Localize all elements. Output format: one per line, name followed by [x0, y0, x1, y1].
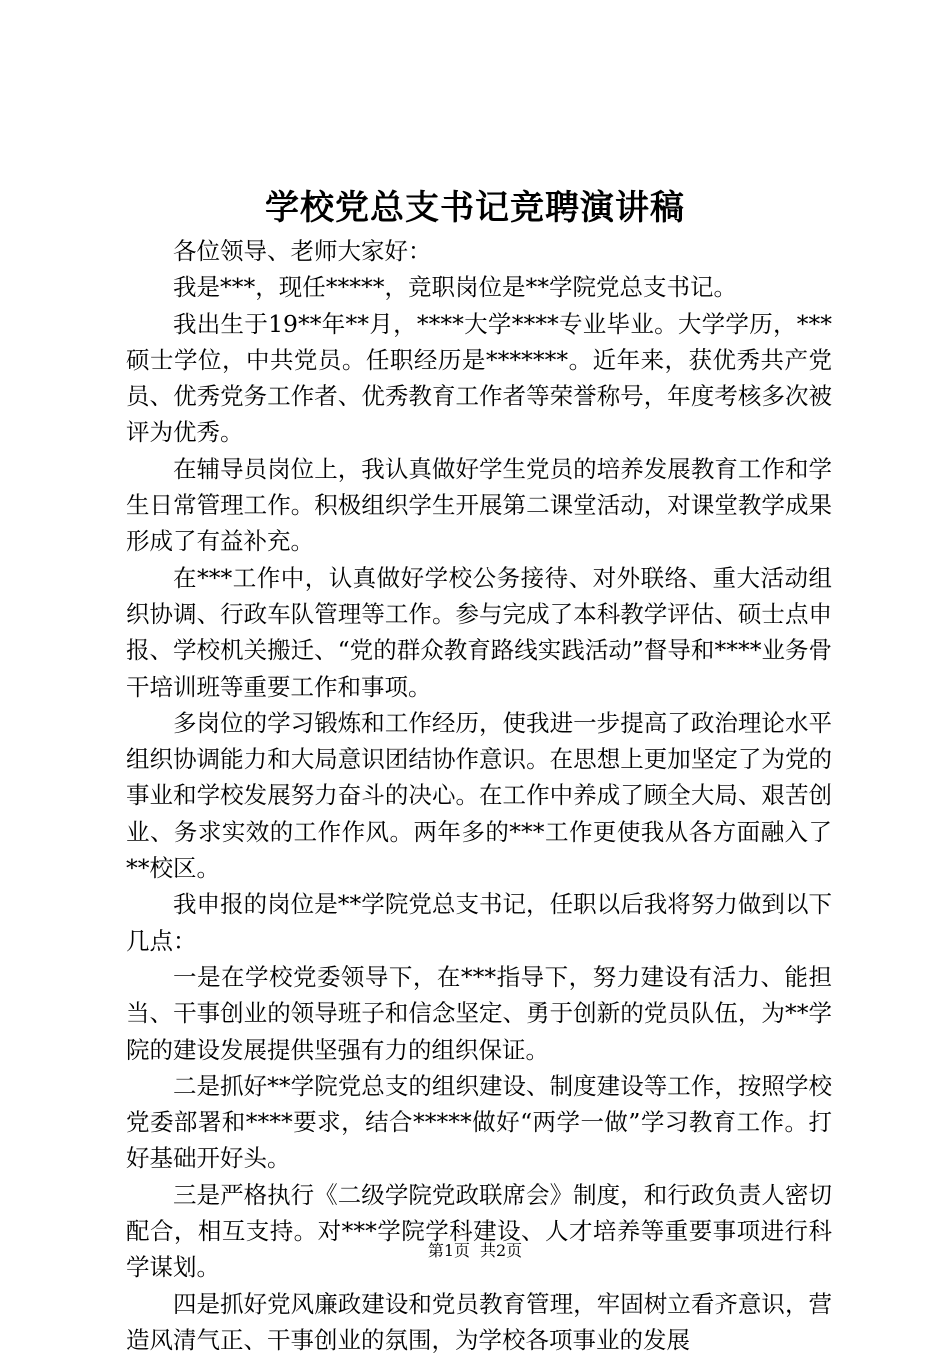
document-body	[126, 233, 832, 1358]
page-number: 第1页	[427, 1241, 470, 1260]
page-footer	[0, 1240, 950, 1262]
paragraph-counselor: 在辅导员岗位上，我认真做好学生党员的培养发展教育工作和学生日常管理工作。积极组织学生开展第二课堂活动，对课堂教学成果形成了有益补充。	[126, 454, 832, 556]
paragraph-office-work: 在***工作中，认真做好学校公务接待、对外联络、重大活动组织协调、行政车队管理等工作。参与完成了本科教学评估、硕士点申报、学校机关搬迁、“党的群众教育路线实践活动”督导和****业务骨干培训班等重要工作和事项。	[126, 563, 832, 701]
paragraph-background: 我出生于19**年**月，****大学****专业毕业。大学学历，***硕士学位，中共党员。任职经历是*******。近年来，获优秀共产党员、优秀党务工作者、优秀教育工作者等荣誉称号，年度考核多次被评为优秀。	[126, 309, 832, 447]
document-title: 学校党总支书记竞聘演讲稿	[265, 188, 685, 228]
paragraph-greeting: 各位领导、老师大家好：	[173, 237, 432, 265]
paragraph-plan-intro: 我申报的岗位是**学院党总支书记，任职以后我将努力做到以下几点：	[126, 890, 832, 955]
paragraph-point-one: 一是在学校党委领导下，在***指导下，努力建设有活力、能担当、干事创业的领导班子和信念坚定、勇于创新的党员队伍，为**学院的建设发展提供坚强有力的组织保证。	[126, 962, 832, 1064]
paragraph-point-three: 三是严格执行《二级学院党政联席会》制度，和行政负责人密切配合，相互支持。对***学院学科建设、人才培养等重要事项进行科学谋划。	[126, 1180, 832, 1282]
paragraph-experience: 多岗位的学习锻炼和工作经历，使我进一步提高了政治理论水平组织协调能力和大局意识团结协作意识。在思想上更加坚定了为党的事业和学校发展努力奋斗的决心。在工作中养成了顾全大局、艰苦创业、务求实效的工作作风。两年多的***工作更使我从各方面融入了**校区。	[126, 708, 832, 883]
paragraph-point-two: 二是抓好**学院党总支的组织建设、制度建设等工作，按照学校党委部署和****要求，结合*****做好“两学一做”学习教育工作。打好基础开好头。	[126, 1071, 832, 1173]
paragraph-intro: 我是***，现任*****，竞职岗位是**学院党总支书记。	[173, 273, 737, 302]
page-total: 共2页	[480, 1241, 523, 1260]
paragraph-point-four: 四是抓好党风廉政建设和党员教育管理，牢固树立看齐意识，营造风清气正、干事创业的氛围，为学校各项事业的发展	[126, 1289, 832, 1354]
